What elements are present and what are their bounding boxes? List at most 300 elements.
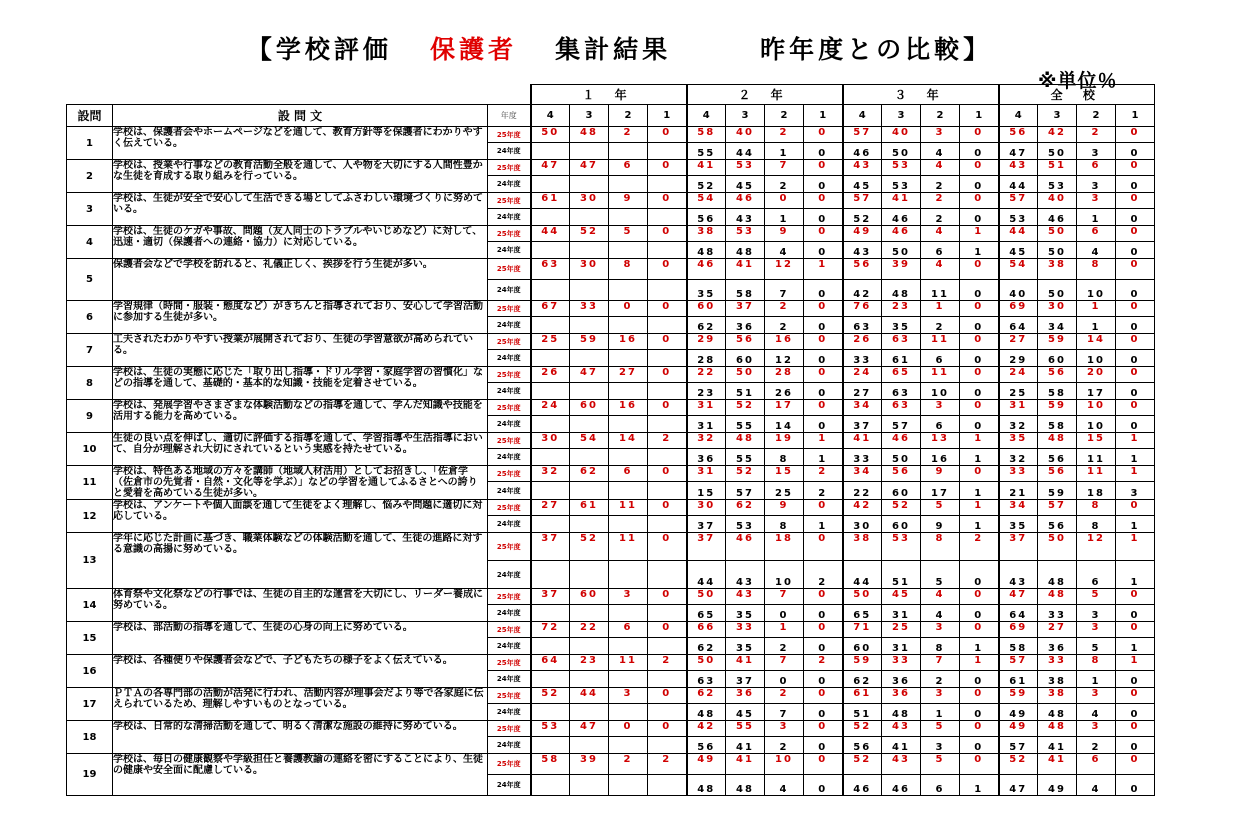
value-cell: 52 [843,721,882,737]
value-cell: 0 [804,367,843,383]
value-cell: 56 [1038,367,1077,383]
value-cell [648,383,687,400]
value-cell [531,704,570,721]
value-cell: 29 [999,350,1038,367]
value-cell: 0 [648,688,687,704]
value-cell: 1 [960,775,999,796]
value-cell: 8 [1077,500,1116,516]
value-cell: 60 [687,301,726,317]
value-cell: 59 [1038,334,1077,350]
value-cell: 47 [999,143,1038,160]
value-cell: 57 [1038,500,1077,516]
question-text: 学校は、生徒の実態に応じた「取り出し指導・ドリル学習・家庭学習の習慣化」などの指導を通して、基礎的・基本的な知識・技能を定着させている。 [113,367,488,400]
group-all: 全 校 [999,85,1155,105]
value-cell: 46 [1038,209,1077,226]
year-label-previous: 24年度 [488,242,531,259]
value-cell: 58 [531,754,570,775]
value-cell [609,280,648,301]
value-cell: 65 [882,367,921,383]
value-cell [609,242,648,259]
value-cell: 53 [726,226,765,242]
value-cell: 0 [804,350,843,367]
value-cell: 46 [882,775,921,796]
value-cell: 30 [570,259,609,280]
value-cell: 0 [960,259,999,280]
value-cell: 0 [648,622,687,638]
value-cell: 0 [1116,671,1155,688]
value-cell: 0 [765,605,804,622]
value-cell: 60 [570,400,609,416]
value-cell: 0 [648,193,687,209]
value-cell: 43 [999,561,1038,589]
value-cell: 38 [687,226,726,242]
value-cell: 3 [1077,176,1116,193]
year-label-current: 25年度 [488,721,531,737]
value-cell: 2 [804,466,843,482]
value-cell: 62 [570,466,609,482]
value-cell: 0 [804,605,843,622]
value-cell: 71 [843,622,882,638]
value-cell: 57 [843,193,882,209]
value-cell: 58 [1038,383,1077,400]
column-header-row [67,105,1155,127]
value-cell: 2 [1077,737,1116,754]
group-grade1: １ 年 [531,85,687,105]
table-row [67,301,1155,317]
value-cell: 32 [531,466,570,482]
value-cell: 0 [1116,605,1155,622]
year-label-current: 25年度 [488,533,531,561]
value-cell: 6 [1077,754,1116,775]
value-cell: 36 [726,688,765,704]
question-number: 8 [67,367,113,400]
value-cell: 29 [687,334,726,350]
value-cell: 43 [999,160,1038,176]
value-cell: 41 [726,737,765,754]
value-cell: 2 [960,533,999,561]
value-cell: 43 [726,209,765,226]
value-cell: 32 [999,416,1038,433]
value-cell: 4 [921,589,960,605]
question-number: 2 [67,160,113,193]
value-cell: 36 [882,688,921,704]
header-col-3: 3 [1038,105,1077,127]
value-cell: 41 [843,433,882,449]
value-cell: 23 [882,301,921,317]
value-cell: 3 [1077,688,1116,704]
value-cell: 41 [726,655,765,671]
value-cell: 0 [960,721,999,737]
header-col-2: 2 [921,105,960,127]
value-cell: 50 [1038,143,1077,160]
value-cell: 52 [570,226,609,242]
value-cell: 57 [726,482,765,500]
value-cell: 1 [1077,209,1116,226]
value-cell [609,638,648,655]
value-cell: 7 [765,280,804,301]
value-cell: 11 [921,334,960,350]
value-cell: 0 [804,416,843,433]
value-cell: 27 [1038,622,1077,638]
question-number: 13 [67,533,113,589]
question-text: 学校は、生徒のケガや事故、問題（友人同士のトラブルやいじめなど）に対して、迅速・適切（保護者への連絡・協力）に対応している。 [113,226,488,259]
value-cell [570,516,609,533]
value-cell: 33 [843,449,882,466]
value-cell: 0 [648,334,687,350]
value-cell [570,176,609,193]
value-cell [609,416,648,433]
value-cell: 0 [804,193,843,209]
value-cell: 0 [960,688,999,704]
value-cell: 14 [609,433,648,449]
header-col-3: 3 [570,105,609,127]
question-number: 19 [67,754,113,796]
value-cell: 6 [609,466,648,482]
value-cell: 33 [570,301,609,317]
value-cell: 1 [1116,533,1155,561]
value-cell: 12 [1077,533,1116,561]
value-cell: 0 [1116,400,1155,416]
value-cell: 2 [765,176,804,193]
value-cell: 51 [1038,160,1077,176]
value-cell: 52 [843,754,882,775]
value-cell [531,671,570,688]
value-cell: 3 [1077,193,1116,209]
value-cell: 0 [804,209,843,226]
value-cell: 55 [726,449,765,466]
header-year: 年度 [488,105,531,127]
group-grade3: ３ 年 [843,85,999,105]
value-cell: 11 [609,500,648,516]
question-text: 学年に応じた計画に基づき、職業体験などの体験活動を通して、生徒の進路に対する意識の高揚に努めている。 [113,533,488,589]
value-cell [531,350,570,367]
value-cell: 64 [999,605,1038,622]
value-cell: 53 [531,721,570,737]
value-cell: 1 [960,482,999,500]
value-cell [570,671,609,688]
value-cell: 0 [804,704,843,721]
question-number: 7 [67,334,113,367]
value-cell [531,209,570,226]
question-text: 工夫されたわかりやすい授業が展開されており、生徒の学習意欲が高められている。 [113,334,488,367]
value-cell: 45 [726,176,765,193]
value-cell: 65 [687,605,726,622]
value-cell [609,449,648,466]
value-cell: 19 [765,433,804,449]
value-cell: 0 [1116,280,1155,301]
value-cell: 1 [960,638,999,655]
year-label-current: 25年度 [488,622,531,638]
value-cell: 20 [1077,367,1116,383]
value-cell: 3 [921,688,960,704]
value-cell: 46 [882,209,921,226]
value-cell: 52 [726,466,765,482]
year-label-current: 25年度 [488,193,531,209]
value-cell: 47 [531,160,570,176]
value-cell: 4 [921,143,960,160]
value-cell: 32 [999,449,1038,466]
value-cell: 0 [960,605,999,622]
value-cell: 0 [804,334,843,350]
value-cell: 30 [570,193,609,209]
table-row [67,400,1155,416]
value-cell: 7 [765,160,804,176]
value-cell: 5 [921,721,960,737]
value-cell [609,350,648,367]
value-cell: 4 [1077,242,1116,259]
value-cell: 38 [1038,259,1077,280]
value-cell: 2 [765,317,804,334]
year-label-previous: 24年度 [488,561,531,589]
value-cell: 52 [999,754,1038,775]
value-cell: 60 [570,589,609,605]
value-cell: 0 [804,383,843,400]
value-cell: 0 [1116,775,1155,796]
value-cell: 67 [531,301,570,317]
value-cell: 9 [609,193,648,209]
value-cell: 25 [999,383,1038,400]
value-cell: 0 [804,754,843,775]
header-col-3: 3 [882,105,921,127]
value-cell: 17 [1077,383,1116,400]
value-cell: 4 [921,226,960,242]
question-number: 10 [67,433,113,466]
value-cell: 1 [960,449,999,466]
value-cell: 35 [882,317,921,334]
value-cell: 3 [609,688,648,704]
value-cell [609,704,648,721]
value-cell: 0 [960,280,999,301]
value-cell: 6 [1077,226,1116,242]
value-cell: 50 [1038,226,1077,242]
value-cell: 61 [570,500,609,516]
value-cell: 9 [765,500,804,516]
value-cell: 50 [531,127,570,143]
value-cell: 0 [1116,721,1155,737]
value-cell: 50 [843,589,882,605]
value-cell: 62 [687,688,726,704]
value-cell: 8 [609,259,648,280]
value-cell: 18 [765,533,804,561]
value-cell: 0 [1116,301,1155,317]
value-cell [648,737,687,754]
value-cell: 2 [921,193,960,209]
value-cell: 31 [999,400,1038,416]
value-cell [648,605,687,622]
value-cell: 55 [726,416,765,433]
value-cell: 37 [843,416,882,433]
value-cell: 37 [999,533,1038,561]
value-cell [609,516,648,533]
value-cell: 0 [648,533,687,561]
year-label-previous: 24年度 [488,280,531,301]
value-cell: 0 [765,193,804,209]
header-col-3: 3 [726,105,765,127]
value-cell: 1 [1116,449,1155,466]
value-cell: 38 [843,533,882,561]
value-cell: 36 [1038,638,1077,655]
question-number: 12 [67,500,113,533]
value-cell: 46 [843,143,882,160]
value-cell [531,317,570,334]
value-cell: 11 [921,367,960,383]
value-cell: 0 [960,350,999,367]
value-cell: 48 [1038,721,1077,737]
value-cell: 1 [1077,317,1116,334]
value-cell: 45 [843,176,882,193]
value-cell: 0 [1116,334,1155,350]
value-cell [531,775,570,796]
value-cell [609,561,648,589]
header-col-1: 1 [1116,105,1155,127]
header-no: 設問 [67,105,113,127]
value-cell: 22 [843,482,882,500]
value-cell: 57 [882,416,921,433]
value-cell: 3 [921,737,960,754]
value-cell: 48 [1038,561,1077,589]
value-cell: 47 [570,721,609,737]
value-cell: 6 [921,350,960,367]
value-cell: 56 [843,259,882,280]
table-row [67,226,1155,242]
value-cell: 0 [1116,209,1155,226]
value-cell: 44 [999,226,1038,242]
value-cell: 0 [1116,143,1155,160]
value-cell [648,416,687,433]
value-cell: 0 [804,226,843,242]
value-cell: 31 [882,605,921,622]
value-cell: 30 [531,433,570,449]
page-title [0,30,1239,66]
year-label-current: 25年度 [488,466,531,482]
value-cell: 0 [960,127,999,143]
value-cell: 50 [1038,533,1077,561]
value-cell: 11 [1077,449,1116,466]
value-cell: 31 [687,416,726,433]
value-cell: 0 [960,160,999,176]
value-cell: 5 [921,754,960,775]
value-cell: 55 [687,143,726,160]
title-highlight: 保護者 [430,35,518,64]
value-cell: 26 [531,367,570,383]
value-cell: 61 [999,671,1038,688]
value-cell: 0 [1116,127,1155,143]
value-cell [570,704,609,721]
value-cell: 8 [1077,655,1116,671]
value-cell: 1 [804,433,843,449]
value-cell: 0 [1116,160,1155,176]
year-label-previous: 24年度 [488,704,531,721]
value-cell: 6 [1077,160,1116,176]
value-cell: 0 [1116,754,1155,775]
value-cell: 46 [726,533,765,561]
value-cell: 0 [804,317,843,334]
value-cell [570,449,609,466]
value-cell: 56 [1038,516,1077,533]
value-cell: 56 [687,737,726,754]
value-cell: 9 [921,516,960,533]
value-cell: 1 [1116,516,1155,533]
value-cell: 49 [999,721,1038,737]
table-row [67,622,1155,638]
value-cell: 58 [726,280,765,301]
value-cell: 0 [804,688,843,704]
value-cell: 0 [648,500,687,516]
value-cell: 22 [687,367,726,383]
value-cell [648,242,687,259]
value-cell: 10 [765,561,804,589]
year-label-previous: 24年度 [488,176,531,193]
question-number: 1 [67,127,113,160]
table-row [67,160,1155,176]
value-cell: 0 [1116,500,1155,516]
value-cell: 35 [999,433,1038,449]
value-cell: 2 [804,561,843,589]
value-cell: 10 [1077,400,1116,416]
value-cell: 59 [999,688,1038,704]
value-cell: 24 [999,367,1038,383]
value-cell: 0 [648,301,687,317]
value-cell: 5 [1077,638,1116,655]
value-cell: 53 [882,160,921,176]
value-cell: 63 [882,400,921,416]
year-label-previous: 24年度 [488,516,531,533]
value-cell: 11 [609,655,648,671]
value-cell: 64 [531,655,570,671]
value-cell: 0 [648,400,687,416]
value-cell: 76 [843,301,882,317]
year-label-previous: 24年度 [488,383,531,400]
question-text: ＰＴＡの各専門部の活動が活発に行われ、活動内容が理事会だより等で各家庭に伝えられているため、理解しやすいものとなっている。 [113,688,488,721]
value-cell: 0 [804,280,843,301]
value-cell: 0 [1116,704,1155,721]
value-cell [531,143,570,160]
value-cell: 53 [726,160,765,176]
value-cell: 3 [1077,622,1116,638]
value-cell: 12 [765,350,804,367]
value-cell: 50 [882,143,921,160]
value-cell [570,350,609,367]
value-cell: 51 [882,561,921,589]
value-cell: 0 [960,416,999,433]
value-cell: 49 [1038,775,1077,796]
value-cell: 0 [804,160,843,176]
year-label-current: 25年度 [488,301,531,317]
value-cell: 0 [1116,176,1155,193]
value-cell [609,143,648,160]
value-cell: 26 [765,383,804,400]
value-cell: 0 [804,400,843,416]
value-cell: 22 [570,622,609,638]
value-cell: 48 [726,433,765,449]
value-cell: 0 [1116,317,1155,334]
value-cell: 54 [687,193,726,209]
value-cell: 41 [726,259,765,280]
value-cell: 49 [999,704,1038,721]
value-cell: 0 [1116,416,1155,433]
value-cell [648,671,687,688]
value-cell: 41 [882,737,921,754]
year-label-current: 25年度 [488,688,531,704]
value-cell: 7 [765,655,804,671]
value-cell [648,209,687,226]
group-grade2: ２ 年 [687,85,843,105]
value-cell: 1 [1116,561,1155,589]
value-cell [531,638,570,655]
value-cell: 4 [765,775,804,796]
value-cell: 15 [687,482,726,500]
header-col-4: 4 [999,105,1038,127]
